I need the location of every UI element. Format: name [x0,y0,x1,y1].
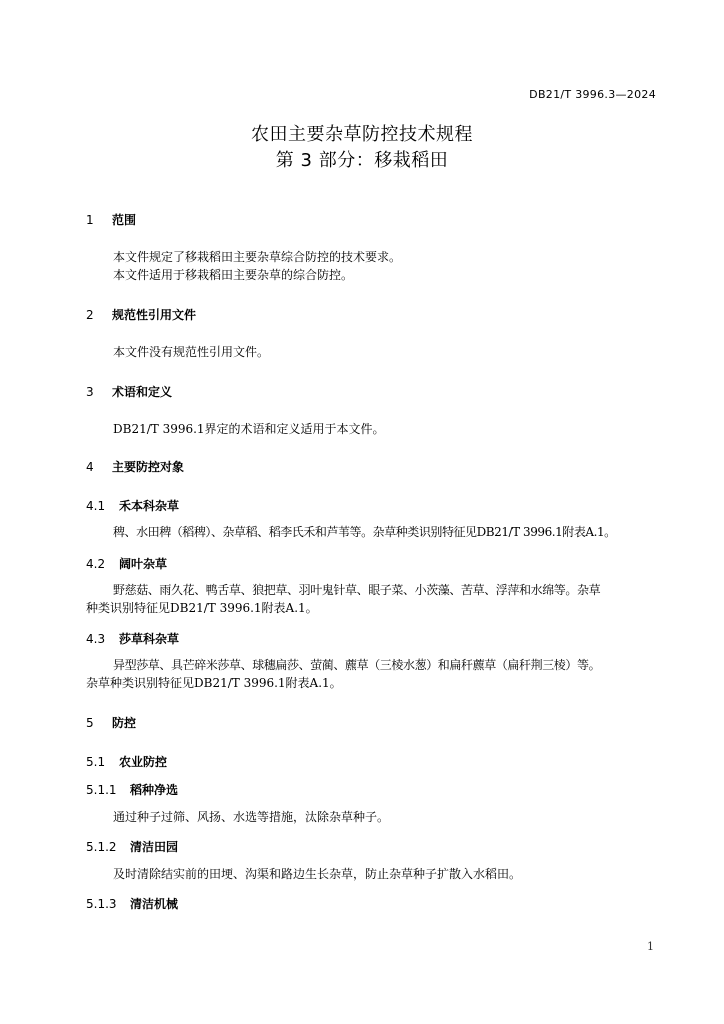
page-number: 1 [647,940,654,953]
paragraph: DB21/T 3996.1界定的术语和定义适用于本文件。 [113,422,385,436]
paragraph: 通过种子过筛、风扬、水选等措施，汰除杂草种子。 [113,810,390,824]
section-number: 3 [86,385,94,399]
paragraph: 本文件规定了移栽稻田主要杂草综合防控的技术要求。 [113,250,402,264]
section-number: 4 [86,460,94,474]
paragraph: 异型莎草、具芒碎米莎草、球穗扁莎、萤蔺、藨草（三棱水葱）和扁秆藨草（扁秆荆三棱）等。 [113,658,601,672]
document-subtitle: 第 3 部分：移栽稻田 [275,150,449,171]
section-title: 清洁机械 [130,897,179,911]
paragraph: 本文件没有规范性引用文件。 [113,345,270,359]
paragraph: 野慈菇、雨久花、鸭舌草、狼把草、羽叶鬼针草、眼子菜、小茨藻、苦草、浮萍和水绵等。杂草 [113,583,601,597]
section-title: 术语和定义 [112,385,173,399]
section-title: 范围 [112,213,137,227]
section-heading [86,211,136,228]
section-title: 阔叶杂草 [119,557,168,571]
section-title: 规范性引用文件 [112,308,197,322]
section-number: 1 [86,213,94,227]
section-number: 4.1 [86,499,106,513]
subsection-heading [86,753,167,770]
section-number: 5.1.3 [86,897,117,911]
section-title: 莎草科杂草 [119,632,180,646]
section-title: 稻种净选 [130,783,179,797]
paragraph-continuation: 杂草种类识别特征见DB21/T 3996.1附表A.1。 [86,676,342,690]
paragraph: 及时清除结实前的田埂、沟渠和路边生长杂草，防止杂草种子扩散入水稻田。 [113,867,522,881]
section-title: 主要防控对象 [112,460,185,474]
section-number: 2 [86,308,94,322]
subsection-heading [86,895,178,912]
section-number: 4.2 [86,557,106,571]
section-number: 4.3 [86,632,106,646]
paragraph: 本文件适用于移栽稻田主要杂草的综合防控。 [113,268,354,282]
section-heading [86,306,196,323]
paragraph: 稗、水田稗（稻稗）、杂草稻、稻李氏禾和芦苇等。杂草种类识别特征见DB21/T 3996.1附表A.1。 [113,525,616,539]
subsection-heading [86,781,178,798]
section-heading [86,458,184,475]
subsection-heading [86,555,167,572]
subsection-heading [86,838,178,855]
section-heading [86,383,172,400]
section-title: 禾本科杂草 [119,499,180,513]
section-title: 清洁田园 [130,840,179,854]
subsection-heading [86,497,179,514]
section-title: 防控 [112,716,137,730]
document-title: 农田主要杂草防控技术规程 [251,124,473,145]
section-number: 5.1.1 [86,783,117,797]
subsection-heading [86,630,179,647]
section-number: 5.1 [86,755,106,769]
paragraph-continuation: 种类识别特征见DB21/T 3996.1附表A.1。 [86,601,318,615]
section-heading [86,714,136,731]
section-number: 5 [86,716,94,730]
section-title: 农业防控 [119,755,168,769]
document-number: DB21/T 3996.3—2024 [529,88,656,101]
section-number: 5.1.2 [86,840,117,854]
